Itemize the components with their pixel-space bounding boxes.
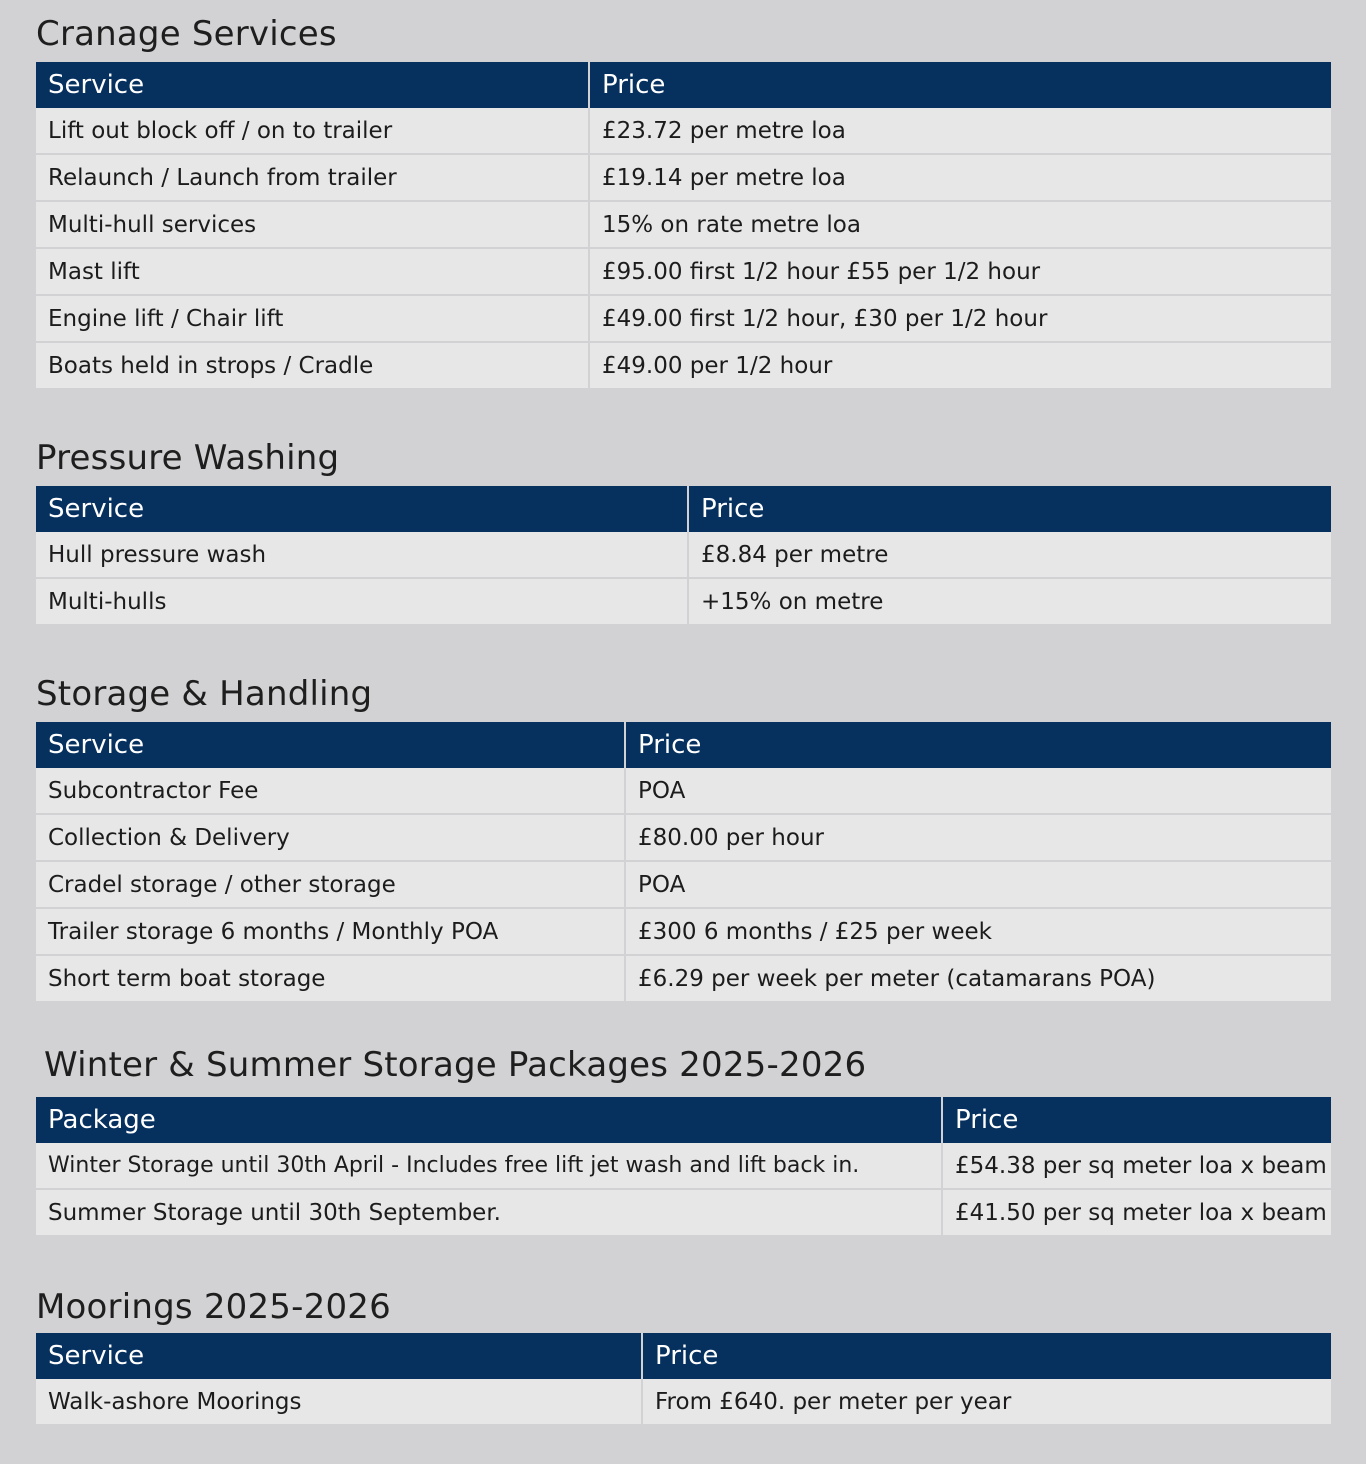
- price-cell: POA: [625, 768, 1331, 814]
- price-cell: £300 6 months / £25 per week: [625, 908, 1331, 955]
- moorings-table: [36, 1333, 1331, 1424]
- price-cell: From £640. per meter per year: [642, 1379, 1331, 1424]
- table-header-row: [36, 1097, 1331, 1143]
- column-header-price: Price: [625, 722, 1331, 768]
- washing-section: [36, 438, 1331, 624]
- table-row: [36, 768, 1331, 814]
- table-row: [36, 248, 1331, 295]
- price-cell: £8.84 per metre: [688, 532, 1331, 578]
- service-cell: Relaunch / Launch from trailer: [36, 154, 589, 201]
- service-cell: Subcontractor Fee: [36, 768, 625, 814]
- table-row: [36, 532, 1331, 578]
- service-cell: Multi-hulls: [36, 578, 688, 624]
- column-header-price: Price: [642, 1333, 1331, 1379]
- table-header-row: [36, 722, 1331, 768]
- moorings-title: Moorings 2025-2026: [36, 1287, 391, 1327]
- table-row: [36, 1143, 1331, 1189]
- table-row: [36, 861, 1331, 908]
- table-row: [36, 814, 1331, 861]
- storage-title: Storage & Handling: [36, 674, 373, 714]
- cranage-section: [36, 14, 1331, 388]
- service-cell: Short term boat storage: [36, 955, 625, 1001]
- washing-title: Pressure Washing: [36, 438, 340, 478]
- service-cell: Walk-ashore Moorings: [36, 1379, 642, 1424]
- packages-title: Winter & Summer Storage Packages 2025-2026: [44, 1045, 867, 1085]
- storage-table: [36, 722, 1331, 1001]
- table-row: [36, 908, 1331, 955]
- column-header-service: Service: [36, 62, 589, 108]
- table-header-row: [36, 62, 1331, 108]
- table-row: [36, 578, 1331, 624]
- price-cell: £23.72 per metre loa: [589, 108, 1331, 154]
- price-cell: £6.29 per week per meter (catamarans POA): [625, 955, 1331, 1001]
- price-cell: POA: [625, 861, 1331, 908]
- column-header-service: Service: [36, 486, 688, 532]
- table-header-row: [36, 486, 1331, 532]
- price-cell: £41.50 per sq meter loa x beam: [942, 1189, 1331, 1235]
- moorings-section: [36, 1287, 1331, 1424]
- column-header-service: Service: [36, 1333, 642, 1379]
- price-cell: £19.14 per metre loa: [589, 154, 1331, 201]
- service-cell: Cradel storage / other storage: [36, 861, 625, 908]
- package-cell: Winter Storage until 30th April - Includes free lift jet wash and lift back in.: [36, 1143, 942, 1189]
- table-row: [36, 154, 1331, 201]
- price-cell: +15% on metre: [688, 578, 1331, 624]
- cranage-title: Cranage Services: [36, 14, 337, 54]
- table-row: [36, 342, 1331, 388]
- column-header-price: Price: [589, 62, 1331, 108]
- service-cell: Mast lift: [36, 248, 589, 295]
- table-row: [36, 1379, 1331, 1424]
- column-header-price: Price: [942, 1097, 1331, 1143]
- price-cell: £54.38 per sq meter loa x beam: [942, 1143, 1331, 1189]
- service-cell: Multi-hull services: [36, 201, 589, 248]
- service-cell: Lift out block off / on to trailer: [36, 108, 589, 154]
- column-header-package: Package: [36, 1097, 942, 1143]
- table-row: [36, 955, 1331, 1001]
- column-header-service: Service: [36, 722, 625, 768]
- packages-table: [36, 1097, 1331, 1235]
- table-row: [36, 201, 1331, 248]
- column-header-price: Price: [688, 486, 1331, 532]
- table-row: [36, 1189, 1331, 1235]
- storage-section: [36, 674, 1331, 1001]
- price-cell: £49.00 per 1/2 hour: [589, 342, 1331, 388]
- service-cell: Trailer storage 6 months / Monthly POA: [36, 908, 625, 955]
- service-cell: Hull pressure wash: [36, 532, 688, 578]
- service-cell: Engine lift / Chair lift: [36, 295, 589, 342]
- packages-section: [36, 1045, 1331, 1235]
- cranage-table: [36, 62, 1331, 388]
- price-cell: £95.00 first 1/2 hour £55 per 1/2 hour: [589, 248, 1331, 295]
- table-row: [36, 108, 1331, 154]
- price-cell: £80.00 per hour: [625, 814, 1331, 861]
- price-cell: 15% on rate metre loa: [589, 201, 1331, 248]
- washing-table: [36, 486, 1331, 624]
- table-row: [36, 295, 1331, 342]
- service-cell: Boats held in strops / Cradle: [36, 342, 589, 388]
- table-header-row: [36, 1333, 1331, 1379]
- service-cell: Collection & Delivery: [36, 814, 625, 861]
- price-cell: £49.00 first 1/2 hour, £30 per 1/2 hour: [589, 295, 1331, 342]
- package-cell: Summer Storage until 30th September.: [36, 1189, 942, 1235]
